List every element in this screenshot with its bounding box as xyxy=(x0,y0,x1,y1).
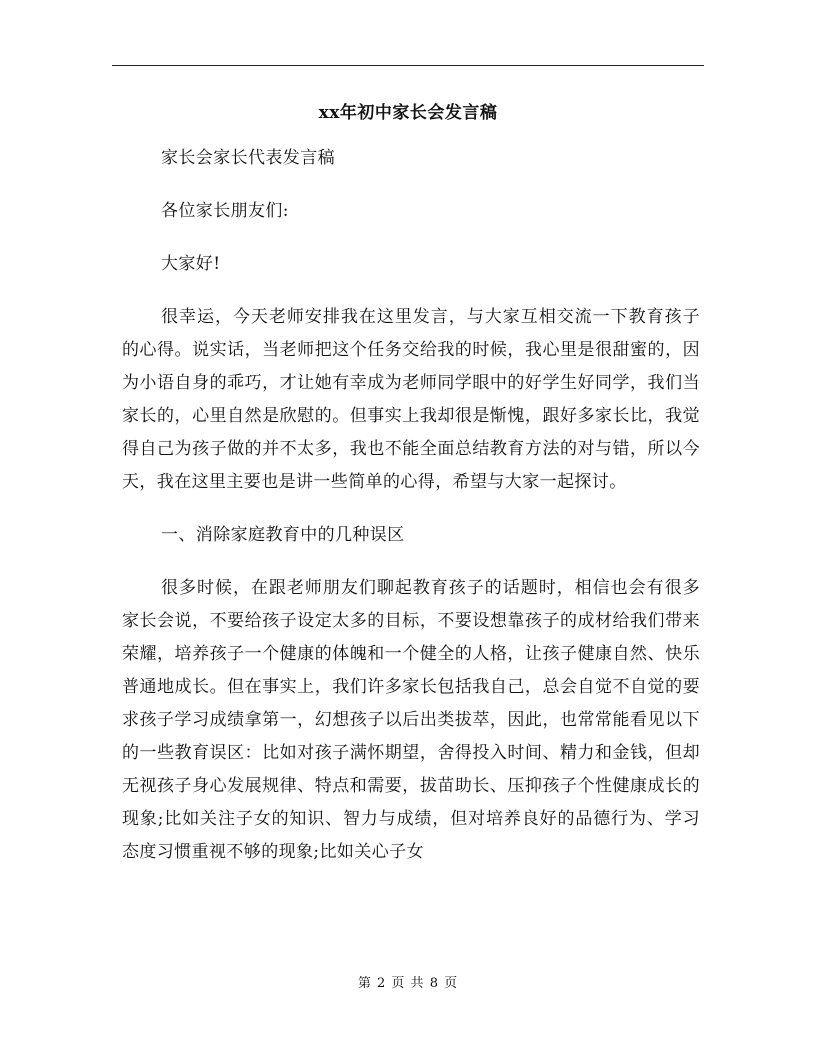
section-heading-1: 一、消除家庭教育中的几种误区 xyxy=(161,525,405,545)
paragraph-greeting-parents: 各位家长朋友们: xyxy=(161,201,289,221)
paragraph-misconceptions: 很多时候，在跟老师朋友们聊起教育孩子的话题时，相信也会有很多家长会说，不要给孩子设定太多的目标，不要设想靠孩子的成材给我们带来荣耀，培养孩子一个健康的体魄和一个健全的人格，让孩子健康自然、快乐普通地成长。但在事实上，我们许多家长包括我自己，总会自觉不自觉的要求孩子学习成绩拿第一，幻想孩子以后出类拔萃，因此，也常常能看见以下的一些教育误区：比如对孩子满怀期望，舍得投入时间、精力和金钱，但却无视孩子身心发展规律、特点和需要，拔苗助长、压抑孩子个性健康成长的现象;比如关注子女的知识、智力与成绩，但对培养良好的品德行为、学习态度习惯重视不够的现象;比如关心子女 xyxy=(122,578,700,862)
paragraph-hello: 大家好! xyxy=(161,254,221,274)
paragraph-intro: 很幸运，今天老师安排我在这里发言，与大家互相交流一下教育孩子的心得。说实话，当老师把这个任务交给我的时候，我心里是很甜蜜的，因为小语自身的乖巧，才让她有幸成为老师同学眼中的好学生好同学，我们当家长的，心里自然是欣慰的。但事实上我却很是惭愧，跟好多家长比，我觉得自己为孩子做的并不太多，我也不能全面总结教育方法的对与错，所以今天，我在这里主要也是讲一些简单的心得，希望与大家一起探讨。 xyxy=(122,307,700,492)
paragraph-salutation-heading: 家长会家长代表发言稿 xyxy=(161,148,335,168)
document-title: xx年初中家长会发言稿 xyxy=(318,103,498,123)
header-rule xyxy=(112,65,704,66)
document-body xyxy=(122,142,700,889)
page-number-footer: 第 2 页 共 8 页 xyxy=(357,976,459,991)
